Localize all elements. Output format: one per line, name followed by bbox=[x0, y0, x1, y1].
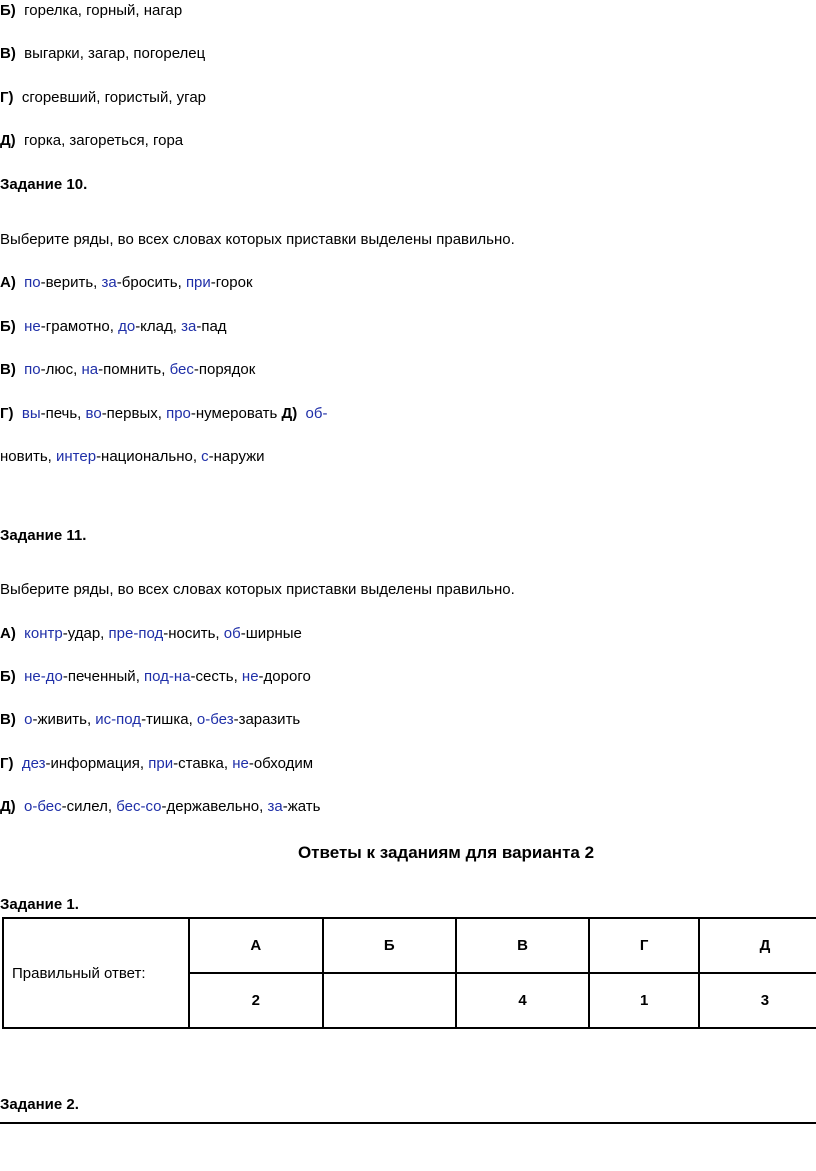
option-label: А) bbox=[0, 625, 16, 642]
task11-option-d bbox=[0, 797, 320, 817]
task11-instruction: Выберите ряды, во всех словах которых приставки выделены правильно. bbox=[0, 581, 515, 598]
rest: -заразить bbox=[233, 711, 301, 728]
prefix: под-на bbox=[144, 668, 191, 685]
prefix: об bbox=[305, 405, 323, 422]
rest: -порядок bbox=[193, 361, 256, 378]
option-label: Г) bbox=[0, 405, 14, 422]
task10-instruction: Выберите ряды, во всех словах которых приставки выделены правильно. bbox=[0, 231, 515, 248]
option-text: выгарки, загар, погорелец bbox=[24, 45, 206, 62]
table-row bbox=[3, 918, 816, 973]
column-header: А bbox=[189, 918, 323, 973]
prefix: не bbox=[232, 755, 249, 772]
option-label: Д) bbox=[0, 798, 16, 815]
prefix: о bbox=[24, 711, 33, 728]
rest: -дорого bbox=[258, 668, 311, 685]
prefix: до bbox=[118, 318, 136, 335]
option-label: Б) bbox=[0, 2, 16, 19]
prefix: бес-со bbox=[116, 798, 162, 815]
rest: -пад bbox=[196, 318, 227, 335]
prefix: про bbox=[166, 405, 191, 422]
rest: -ширные bbox=[240, 625, 302, 642]
answers-task2-title: Задание 2. bbox=[0, 1096, 79, 1113]
prefix: во bbox=[85, 405, 102, 422]
rest: -живить, bbox=[32, 711, 96, 728]
rest: -печь, bbox=[40, 405, 86, 422]
prefix: пре-под bbox=[108, 625, 164, 642]
answer-cell: 4 bbox=[456, 973, 590, 1028]
column-header: Б bbox=[323, 918, 456, 973]
prefix: о-без bbox=[196, 711, 234, 728]
task10-title: Задание 10. bbox=[0, 176, 88, 193]
rest: -бросить, bbox=[116, 274, 186, 291]
prefix: дез bbox=[21, 755, 46, 772]
prefix: о-бес bbox=[24, 798, 62, 815]
rest: -силел, bbox=[61, 798, 117, 815]
prefix: за bbox=[101, 274, 117, 291]
option-label: В) bbox=[0, 45, 16, 62]
rest: -носить, bbox=[163, 625, 224, 642]
option-label: Д) bbox=[281, 405, 298, 422]
task11-option-b bbox=[0, 667, 311, 687]
rest: -обходим bbox=[248, 755, 314, 772]
prefix: не-до bbox=[24, 668, 63, 685]
rest: -помнить, bbox=[98, 361, 170, 378]
prefix: по bbox=[24, 274, 41, 291]
task9-option-v bbox=[0, 44, 205, 64]
task11-option-a bbox=[0, 624, 302, 644]
column-header: В bbox=[456, 918, 590, 973]
rest: -грамотно, bbox=[40, 318, 119, 335]
option-label: Г) bbox=[0, 89, 14, 106]
prefix: интер bbox=[56, 448, 97, 465]
rest: -клад, bbox=[135, 318, 182, 335]
rest: -национально, bbox=[96, 448, 202, 465]
task10-option-b bbox=[0, 317, 227, 337]
rest: -тишка, bbox=[141, 711, 197, 728]
rest: -удар, bbox=[62, 625, 109, 642]
answers-task1-title: Задание 1. bbox=[0, 896, 79, 913]
option-label: Б) bbox=[0, 318, 16, 335]
prefix: за bbox=[267, 798, 283, 815]
rest: -наружи bbox=[208, 448, 265, 465]
answer-cell: 2 bbox=[189, 973, 323, 1028]
prefix: по bbox=[24, 361, 41, 378]
task10-option-a bbox=[0, 273, 253, 293]
prefix: не bbox=[241, 668, 259, 685]
prefix: за bbox=[181, 318, 197, 335]
rest: -жать bbox=[282, 798, 321, 815]
rest: -информация, bbox=[45, 755, 149, 772]
answer-cell bbox=[323, 973, 456, 1028]
rest: - bbox=[322, 405, 328, 422]
column-header: Д bbox=[699, 918, 816, 973]
option-label: В) bbox=[0, 361, 16, 378]
prefix: вы bbox=[21, 405, 41, 422]
option-label: В) bbox=[0, 711, 16, 728]
rest: -ставка, bbox=[173, 755, 233, 772]
option-label: Г) bbox=[0, 755, 14, 772]
prefix: об bbox=[223, 625, 241, 642]
task10-option-g bbox=[0, 404, 327, 424]
rest: -люс, bbox=[40, 361, 82, 378]
option-label: Б) bbox=[0, 668, 16, 685]
rest: -горок bbox=[210, 274, 253, 291]
prefix: контр bbox=[24, 625, 63, 642]
task9-option-g bbox=[0, 88, 206, 108]
rest: -верить, bbox=[40, 274, 102, 291]
answers-heading: Ответы к заданиям для варианта 2 bbox=[297, 843, 595, 862]
task11-title: Задание 11. bbox=[0, 527, 87, 544]
task9-option-b bbox=[0, 1, 182, 21]
answer-table bbox=[2, 917, 816, 1029]
prefix: бес bbox=[169, 361, 194, 378]
prefix: не bbox=[24, 318, 41, 335]
row-label: Правильный ответ: bbox=[3, 918, 189, 1028]
rest: -державельно, bbox=[161, 798, 268, 815]
answer-cell: 3 bbox=[699, 973, 816, 1028]
option-text: сгоревший, гористый, угар bbox=[21, 89, 207, 106]
rest: -первых, bbox=[101, 405, 167, 422]
answer-cell: 1 bbox=[589, 973, 698, 1028]
prefix: при bbox=[185, 274, 211, 291]
column-header: Г bbox=[589, 918, 698, 973]
task11-option-g bbox=[0, 754, 313, 774]
prefix: с bbox=[201, 448, 209, 465]
option-text: горка, загореться, гора bbox=[24, 132, 184, 149]
rest: новить, bbox=[0, 448, 56, 465]
task11-option-v bbox=[0, 710, 300, 730]
task10-option-v bbox=[0, 360, 255, 380]
prefix: при bbox=[148, 755, 174, 772]
task10-option-d-continued bbox=[0, 447, 265, 467]
option-label: Д) bbox=[0, 132, 16, 149]
option-label: А) bbox=[0, 274, 16, 291]
option-text: горелка, горный, нагар bbox=[24, 2, 183, 19]
prefix: на bbox=[81, 361, 99, 378]
task9-option-d bbox=[0, 131, 183, 151]
table-top-border bbox=[0, 1122, 816, 1124]
rest: -печенный, bbox=[62, 668, 145, 685]
prefix: ис-под bbox=[95, 711, 142, 728]
rest: -сесть, bbox=[190, 668, 242, 685]
rest: -нумеровать bbox=[190, 405, 282, 422]
